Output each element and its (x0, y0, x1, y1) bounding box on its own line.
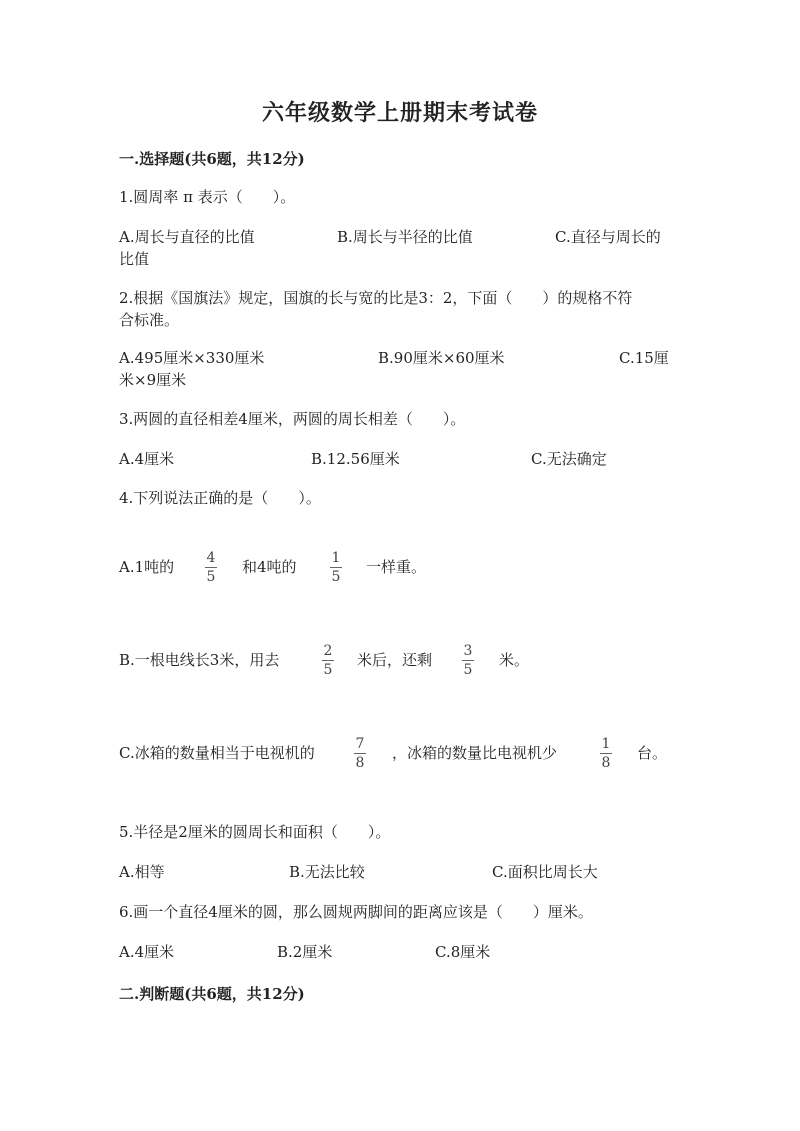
question-4-option-b-fraction-1 (322, 643, 334, 678)
question-5-option-c: C.面积比周长大 (492, 863, 598, 881)
question-3-stem: 3.两圆的直径相差4厘米，两圆的周长相差（ ）。 (119, 410, 466, 428)
question-4-option-b-fraction-2 (462, 643, 474, 678)
question-3-option-a: A.4厘米 (119, 450, 175, 468)
fraction-numerator: 3 (463, 643, 473, 659)
question-2-option-b: B.90厘米×60厘米 (378, 349, 505, 367)
question-3-option-c: C.无法确定 (531, 450, 607, 468)
fraction-numerator: 7 (355, 736, 365, 752)
question-4-option-a-text-2: 和4吨的 (242, 558, 297, 576)
question-4-option-c-text-3: 台。 (637, 744, 668, 762)
fraction-numerator: 1 (601, 736, 611, 752)
question-4-option-a-fraction-1 (205, 550, 217, 585)
question-5-option-b: B.无法比较 (289, 863, 365, 881)
fraction-bar (330, 567, 342, 568)
fraction-bar (354, 753, 366, 754)
question-2-stem-cont: 合标准。 (119, 311, 180, 329)
question-6-option-a: A.4厘米 (119, 943, 175, 961)
question-4-option-a-text-1: A.1吨的 (119, 558, 175, 576)
question-4-option-b-text-3: 米。 (499, 651, 530, 669)
question-4-option-c-text-2: ，冰箱的数量比电视机少 (392, 744, 558, 762)
question-1-stem: 1.圆周率 π 表示（ ）。 (119, 188, 296, 206)
question-4-stem: 4.下列说法正确的是（ ）。 (119, 489, 321, 507)
question-5-option-a: A.相等 (119, 863, 165, 881)
question-5-stem: 5.半径是2厘米的圆周长和面积（ ）。 (119, 823, 391, 841)
fraction-bar (600, 753, 612, 754)
question-6-option-b: B.2厘米 (277, 943, 333, 961)
question-6-stem: 6.画一个直径4厘米的圆，那么圆规两脚间的距离应该是（ ）厘米。 (119, 903, 593, 921)
fraction-bar (322, 660, 334, 661)
question-2-option-c: C.15厘 (619, 349, 669, 367)
question-4-option-c-fraction-1 (354, 736, 366, 771)
fraction-numerator: 1 (331, 550, 341, 566)
question-2-option-a: A.495厘米×330厘米 (119, 349, 265, 367)
fraction-denominator: 5 (206, 569, 216, 585)
fraction-denominator: 8 (601, 755, 611, 771)
question-2-option-c-cont: 米×9厘米 (119, 371, 187, 389)
page-title: 六年级数学上册期末考试卷 (261, 100, 538, 126)
fraction-denominator: 5 (463, 662, 473, 678)
fraction-bar (205, 567, 217, 568)
question-4-option-c-fraction-2 (600, 736, 612, 771)
question-6-option-c: C.8厘米 (435, 943, 491, 961)
question-4-option-b-text-2: 米后，还剩 (357, 651, 433, 669)
question-3-option-b: B.12.56厘米 (311, 450, 400, 468)
question-4-option-b-text-1: B.一根电线长3米，用去 (119, 651, 280, 669)
fraction-numerator: 4 (206, 550, 216, 566)
question-1-option-c: C.直径与周长的 (555, 228, 661, 246)
section-heading-judgment: 二.判断题(共6题，共12分) (119, 985, 305, 1003)
question-4-option-c-text-1: C.冰箱的数量相当于电视机的 (119, 744, 315, 762)
section-heading-choice: 一.选择题(共6题，共12分) (119, 150, 305, 168)
fraction-denominator: 5 (323, 662, 333, 678)
fraction-denominator: 5 (331, 569, 341, 585)
question-4-option-a-fraction-2 (330, 550, 342, 585)
question-1-option-a: A.周长与直径的比值 (119, 228, 255, 246)
fraction-bar (462, 660, 474, 661)
question-1-option-c-cont: 比值 (119, 250, 150, 268)
question-4-option-a-text-3: 一样重。 (366, 558, 427, 576)
fraction-denominator: 8 (355, 755, 365, 771)
fraction-numerator: 2 (323, 643, 333, 659)
question-1-option-b: B.周长与半径的比值 (337, 228, 473, 246)
question-2-stem: 2.根据《国旗法》规定，国旗的长与宽的比是3：2，下面（ ）的规格不符 (119, 289, 633, 307)
